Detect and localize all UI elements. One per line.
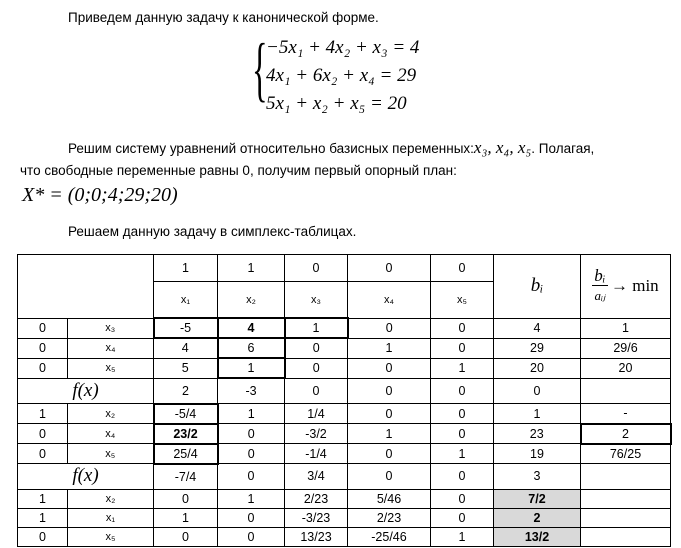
objective-cell: 0 bbox=[285, 378, 348, 404]
table-cell: 1 bbox=[285, 318, 348, 338]
brace-icon: { bbox=[252, 29, 268, 109]
objective-cell: 2 bbox=[154, 378, 218, 404]
basis-cost-cell: 0 bbox=[18, 444, 68, 464]
table-cell: 1 bbox=[431, 444, 494, 464]
basis-cost-cell: 0 bbox=[18, 424, 68, 444]
table-cell bbox=[581, 508, 671, 527]
objective-cell: 3 bbox=[494, 464, 581, 490]
objective-label bbox=[18, 464, 154, 490]
objective-row bbox=[18, 378, 671, 404]
table-cell: 2 bbox=[581, 424, 671, 444]
objective-cell bbox=[581, 378, 671, 404]
table-cell: 1 bbox=[431, 358, 494, 378]
objective-cell: -7/4 bbox=[154, 464, 218, 490]
table-cell: 23/2 bbox=[154, 424, 218, 444]
objective-cell: 3/4 bbox=[285, 464, 348, 490]
basis-cost-cell: 0 bbox=[18, 338, 68, 358]
table-cell: 0 bbox=[218, 508, 285, 527]
table-cell: 19 bbox=[494, 444, 581, 464]
table-cell: - bbox=[581, 404, 671, 424]
table-cell: 0 bbox=[431, 424, 494, 444]
table-cell: 2/23 bbox=[348, 508, 431, 527]
table-cell: -3/2 bbox=[285, 424, 348, 444]
table-cell: 1 bbox=[154, 508, 218, 527]
table-cell: 4 bbox=[494, 318, 581, 338]
table-row bbox=[18, 489, 671, 508]
table-cell: 5/46 bbox=[348, 489, 431, 508]
table-cell: 0 bbox=[154, 527, 218, 546]
table-cell: 0 bbox=[218, 527, 285, 546]
table-cell: -25/46 bbox=[348, 527, 431, 546]
table-cell: -5 bbox=[154, 318, 218, 338]
basis-cost-cell: 1 bbox=[18, 404, 68, 424]
objective-cell: 0 bbox=[494, 378, 581, 404]
table-cell: 29/6 bbox=[581, 338, 671, 358]
table-row bbox=[18, 338, 671, 358]
solve-text-3: что свободные переменные равны 0, получим первый опорный план: bbox=[20, 163, 457, 178]
objective-label-text: f(x) bbox=[72, 379, 99, 401]
table-cell: -5/4 bbox=[154, 404, 218, 424]
table-cell: 5 bbox=[154, 358, 218, 378]
table-cell: 13/2 bbox=[494, 527, 581, 546]
simplex-table bbox=[17, 254, 672, 547]
basis-cost-cell: 0 bbox=[18, 358, 68, 378]
table-cell: 2/23 bbox=[285, 489, 348, 508]
table-row bbox=[18, 527, 671, 546]
basis-vars: x₃, x₄, x₅ bbox=[473, 138, 532, 157]
cost-cell: 0 bbox=[431, 255, 494, 282]
table-cell: 0 bbox=[218, 444, 285, 464]
basis-cost-cell: 0 bbox=[18, 527, 68, 546]
objective-label bbox=[18, 378, 154, 404]
cost-cell: 1 bbox=[154, 255, 218, 282]
table-row bbox=[18, 444, 671, 464]
table-cell: 0 bbox=[348, 318, 431, 338]
table-row bbox=[18, 404, 671, 424]
objective-cell: 0 bbox=[431, 464, 494, 490]
table-row bbox=[18, 424, 671, 444]
ratio-header bbox=[581, 255, 671, 319]
header-corner bbox=[18, 255, 154, 319]
var-header: x₅ bbox=[431, 282, 494, 319]
bi-label: bᵢ bbox=[530, 275, 544, 297]
table-cell: 0 bbox=[431, 338, 494, 358]
var-header: x₄ bbox=[348, 282, 431, 319]
table-cell: -3/23 bbox=[285, 508, 348, 527]
basis-var-cell: x₂ bbox=[68, 489, 154, 508]
basis-cost-cell: 1 bbox=[18, 489, 68, 508]
table-cell: 1 bbox=[348, 338, 431, 358]
table-cell: 29 bbox=[494, 338, 581, 358]
basis-cost-cell: 1 bbox=[18, 508, 68, 527]
table-cell: 1 bbox=[348, 424, 431, 444]
ratio-den: aᵢⱼ bbox=[594, 288, 606, 304]
basis-var-cell: x₃ bbox=[68, 318, 154, 338]
table-cell: 1 bbox=[218, 358, 285, 378]
table-cell: 76/25 bbox=[581, 444, 671, 464]
objective-cell: 0 bbox=[348, 464, 431, 490]
objective-label-text: f(x) bbox=[72, 465, 99, 487]
objective-cell: -3 bbox=[218, 378, 285, 404]
first-plan: X* = (0;0;4;29;20) bbox=[22, 184, 178, 206]
table-row bbox=[18, 358, 671, 378]
table-cell bbox=[581, 527, 671, 546]
cost-cell: 1 bbox=[218, 255, 285, 282]
table-cell: 4 bbox=[154, 338, 218, 358]
basis-var-cell: x₅ bbox=[68, 527, 154, 546]
table-cell: 2 bbox=[494, 508, 581, 527]
ratio-fraction bbox=[592, 267, 607, 305]
table-cell: 0 bbox=[431, 404, 494, 424]
basis-var-cell: x₁ bbox=[68, 508, 154, 527]
var-header: x₂ bbox=[218, 282, 285, 319]
table-cell: 0 bbox=[348, 444, 431, 464]
solve-text-1 bbox=[68, 140, 594, 157]
table-cell: 0 bbox=[431, 318, 494, 338]
objective-cell bbox=[581, 464, 671, 490]
objective-cell: 0 bbox=[218, 464, 285, 490]
basis-var-cell: x₂ bbox=[68, 404, 154, 424]
table-row bbox=[18, 508, 671, 527]
table-cell: 23 bbox=[494, 424, 581, 444]
var-header: x₃ bbox=[285, 282, 348, 319]
objective-cell: 0 bbox=[431, 378, 494, 404]
table-cell: 1 bbox=[431, 527, 494, 546]
table-cell bbox=[581, 489, 671, 508]
table-cell: 13/23 bbox=[285, 527, 348, 546]
table-cell: 1 bbox=[494, 404, 581, 424]
basis-var-cell: x₄ bbox=[68, 424, 154, 444]
ratio-suffix: → min bbox=[610, 276, 659, 296]
table-cell: 7/2 bbox=[494, 489, 581, 508]
cost-row bbox=[18, 255, 671, 282]
cost-cell: 0 bbox=[285, 255, 348, 282]
basis-var-cell: x₄ bbox=[68, 338, 154, 358]
cost-cell: 0 bbox=[348, 255, 431, 282]
table-cell: 1 bbox=[218, 404, 285, 424]
table-cell: 0 bbox=[218, 424, 285, 444]
table-cell: 0 bbox=[431, 508, 494, 527]
table-cell: 1/4 bbox=[285, 404, 348, 424]
equation-2: 4x₁ + 6x₂ + x₄ = 29 bbox=[266, 65, 417, 86]
intro-text: Приведем данную задачу к канонической форме. bbox=[68, 10, 379, 25]
table-cell: 20 bbox=[581, 358, 671, 378]
table-row bbox=[18, 318, 671, 338]
solve-text-2: . Полагая, bbox=[531, 141, 595, 156]
table-cell: 4 bbox=[218, 318, 285, 338]
basis-var-cell: x₅ bbox=[68, 358, 154, 378]
solve-text-1-main: Решим систему уравнений относительно базисных переменных: bbox=[68, 141, 474, 156]
table-cell: 0 bbox=[285, 338, 348, 358]
equation-3: 5x₁ + x₂ + x₅ = 20 bbox=[266, 93, 407, 114]
equation-1: −5x₁ + 4x₂ + x₃ = 4 bbox=[266, 37, 420, 58]
simplex-text: Решаем данную задачу в симплекс-таблицах. bbox=[68, 224, 357, 239]
table-cell: -1/4 bbox=[285, 444, 348, 464]
table-cell: 0 bbox=[431, 489, 494, 508]
table-cell: 20 bbox=[494, 358, 581, 378]
basis-var-cell: x₅ bbox=[68, 444, 154, 464]
objective-cell: 0 bbox=[348, 378, 431, 404]
ratio-num: bᵢ bbox=[594, 266, 606, 286]
table-cell: 0 bbox=[154, 489, 218, 508]
table-cell: 0 bbox=[348, 404, 431, 424]
table-cell: 6 bbox=[218, 338, 285, 358]
basis-cost-cell: 0 bbox=[18, 318, 68, 338]
var-header: x₁ bbox=[154, 282, 218, 319]
objective-row bbox=[18, 464, 671, 490]
table-cell: 1 bbox=[581, 318, 671, 338]
bi-header bbox=[494, 255, 581, 319]
table-cell: 0 bbox=[348, 358, 431, 378]
equation-system bbox=[252, 29, 420, 117]
table-cell: 25/4 bbox=[154, 444, 218, 464]
table-cell: 0 bbox=[285, 358, 348, 378]
table-cell: 1 bbox=[218, 489, 285, 508]
